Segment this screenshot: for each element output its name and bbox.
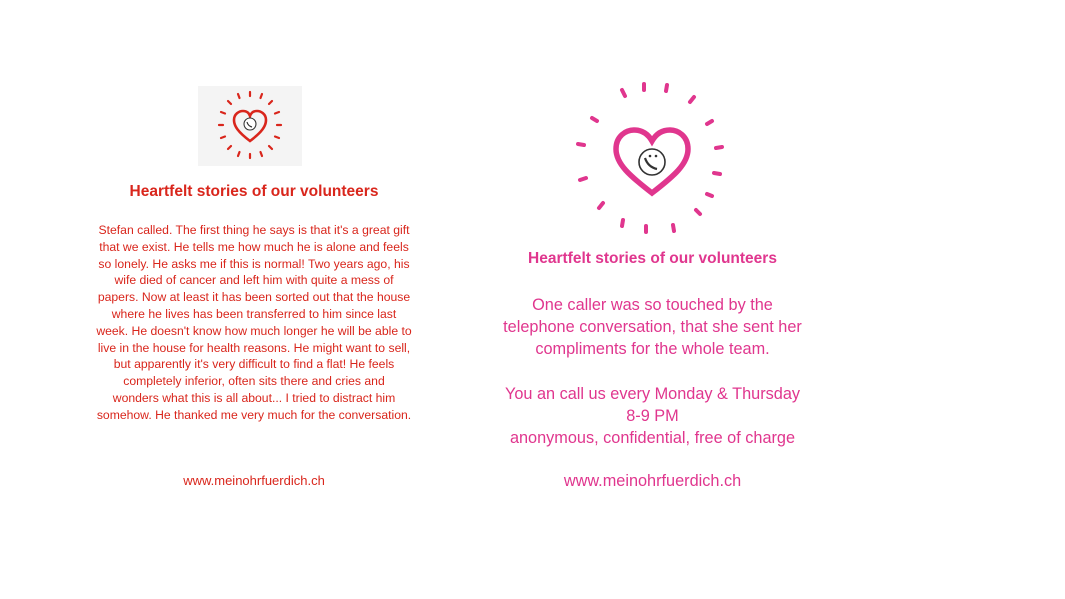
story-line: where he lives has been transferred to him since last bbox=[111, 306, 397, 321]
call-schedule bbox=[470, 383, 835, 449]
story-line: papers. Now at least it has been sorted out that the house bbox=[97, 290, 411, 305]
right-story-text bbox=[470, 294, 835, 360]
story-line: somehow. He thanked me very much for the conversation. bbox=[96, 407, 412, 422]
left-title: Heartfelt stories of our volunteers bbox=[129, 183, 379, 200]
story-line: so lonely. He asks me if this is normal! Two years ago, his bbox=[98, 256, 410, 271]
story-line: One caller was so touched by the bbox=[532, 296, 773, 314]
story-line: telephone conversation, that she sent her bbox=[503, 318, 802, 336]
left-heart-logo bbox=[198, 86, 302, 166]
story-line: Stefan called. The first thing he says is that it's a great gift bbox=[98, 223, 410, 237]
story-line: week. He doesn't know how much longer he will be able to bbox=[96, 323, 412, 338]
left-story-text bbox=[80, 222, 428, 424]
schedule-line: anonymous, confidential, free of charge bbox=[509, 429, 796, 447]
right-heart-logo bbox=[564, 76, 744, 242]
left-website-link[interactable]: www.meinohrfuerdich.ch bbox=[183, 473, 325, 488]
schedule-line: 8-9 PM bbox=[626, 407, 679, 425]
story-line: completely inferior, often sits there and cries and bbox=[123, 374, 385, 389]
story-line: wonders what this is all about... I tried to distract him bbox=[112, 390, 396, 405]
heart-phone-icon bbox=[198, 86, 302, 166]
right-website-link[interactable]: www.meinohrfuerdich.ch bbox=[563, 472, 742, 490]
story-line: that we exist. He tells me how much he is alone and feels bbox=[99, 239, 409, 254]
story-line: compliments for the whole team. bbox=[535, 340, 770, 358]
story-line: wife died of cancer and left him with quite a mess of bbox=[114, 273, 394, 288]
story-line: live in the house for health reasons. He might want to sell, bbox=[97, 340, 411, 355]
schedule-line: You an call us every Monday & Thursday bbox=[504, 385, 801, 403]
story-line: but apparently it's very difficult to find a flat! He feels bbox=[113, 357, 395, 372]
heart-phone-icon bbox=[564, 76, 744, 242]
right-title: Heartfelt stories of our volunteers bbox=[528, 250, 777, 267]
